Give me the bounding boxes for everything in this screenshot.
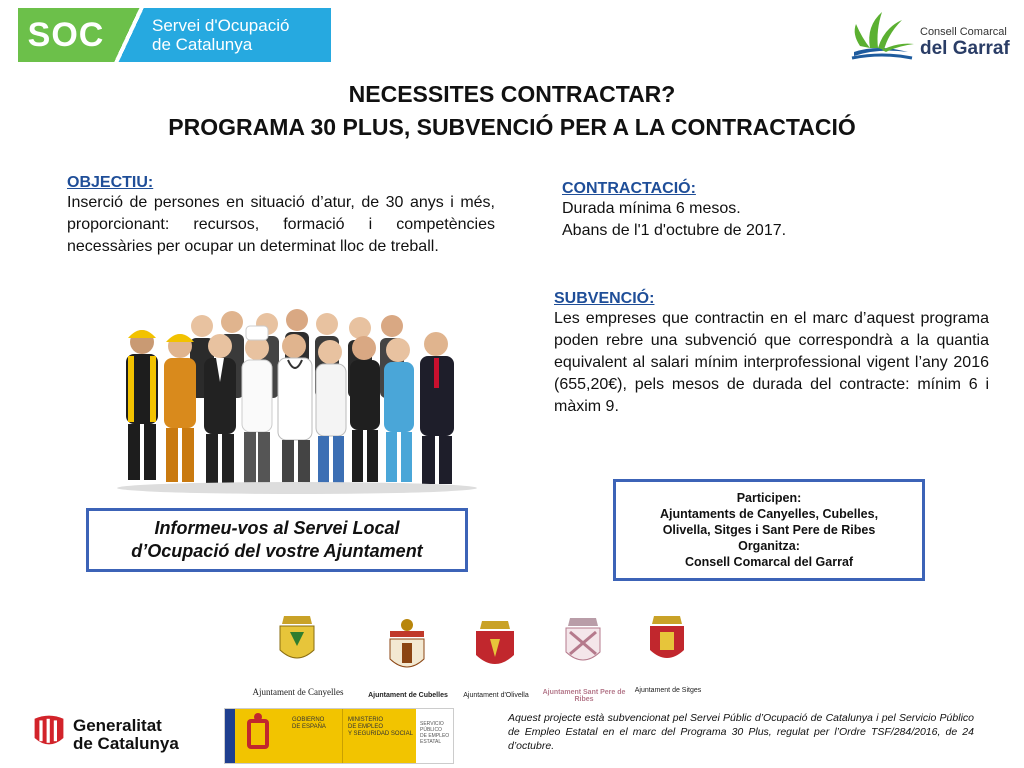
canyelles-shield-icon xyxy=(262,612,332,682)
soc-name xyxy=(144,8,331,62)
subvencio-section xyxy=(554,290,989,418)
municipality-olivella xyxy=(460,617,546,699)
min-line1: MINISTERIO xyxy=(348,717,384,723)
sepe-text xyxy=(416,709,453,763)
subvencio-heading: SUBVENCIÓ: xyxy=(554,290,655,307)
generalitat-line2: de Catalunya xyxy=(73,734,179,753)
participants-box xyxy=(613,479,925,581)
gob-line2: DE ESPAÑA xyxy=(292,724,326,730)
funding-footnote: Aquest projecte està subvencionat pel Servei Públic d’Ocupació de Catalunya i pel Servicio Público de Empleo Estatal en el marc del Programa 30 Plus, regulat per l’Ordre TSF/284/2016, de 24 d’octubre. xyxy=(508,712,974,752)
spain-coat-of-arms-icon xyxy=(225,709,287,763)
objectiu-section xyxy=(67,174,495,258)
cubelles-shield-icon xyxy=(372,617,442,687)
olivella-shield-icon xyxy=(460,617,530,687)
participants-label: Participen: xyxy=(736,491,802,505)
info-box xyxy=(86,508,468,572)
soc-logo xyxy=(18,8,331,62)
municipality-canyelles xyxy=(252,612,348,697)
organizer-label: Organitza: xyxy=(738,539,800,553)
gob-line1: GOBIERNO xyxy=(292,717,325,723)
ribes-shield-icon xyxy=(548,614,618,684)
info-line1: Informeu-vos al Servei Local xyxy=(154,518,400,538)
page-title: NECESSITES CONTRACTAR? xyxy=(348,81,676,107)
sitges-shield-icon xyxy=(632,612,702,682)
generalitat-text xyxy=(73,717,179,753)
soc-line1: Servei d'Ocupació xyxy=(152,16,290,35)
info-line2: d’Ocupació del vostre Ajuntament xyxy=(131,541,423,561)
municipality-sitges xyxy=(632,612,718,694)
objectiu-text: Inserció de persones en situació d’atur, de 30 anys i més, proporcionant: recursos, formació i competències necessàries per ocupar un determinat lloc de treball. xyxy=(67,194,495,255)
ribes-label: Ajuntament Sant Pere de Ribes xyxy=(542,689,626,703)
ministerio-text xyxy=(342,709,416,763)
subvencio-text: Les empreses que contractin en el marc d’aquest programa poden rebre una subvenció que correspondrà a la quantia equivalent al salari mínim interprofessional vigent l’any 2016 (655,20€), pels mesos de durada del contracte: mínim 6 i màxim 9. xyxy=(554,310,989,415)
garraf-line1: Consell Comarcal xyxy=(920,26,1007,38)
generalitat-emblem-icon xyxy=(33,712,65,752)
people-figures-icon xyxy=(117,309,477,494)
cubelles-label: Ajuntament de Cubelles xyxy=(368,692,448,699)
objectiu-heading: OBJECTIU: xyxy=(67,174,154,191)
min-line2: DE EMPLEO xyxy=(348,724,384,730)
page-subtitle: PROGRAMA 30 PLUS, SUBVENCIÓ PER A LA CONTRACTACIÓ xyxy=(168,114,856,140)
garraf-logo-text xyxy=(920,26,1010,60)
contractacio-line2: Abans de l'1 d'octubre de 2017. xyxy=(562,222,787,239)
olivella-label: Ajuntament d'Olivella xyxy=(463,692,529,699)
contractacio-section xyxy=(562,180,1002,242)
soc-short: SOC xyxy=(18,8,114,62)
participants-line1: Ajuntaments de Canyelles, Cubelles, xyxy=(659,507,879,521)
sepe-line2: DE EMPLEO ESTATAL xyxy=(420,733,450,745)
sitges-label: Ajuntament de Sitges xyxy=(634,687,702,694)
organizer-name: Consell Comarcal del Garraf xyxy=(684,555,854,569)
soc-slash-decoration xyxy=(114,8,144,62)
workers-group-illustration xyxy=(92,296,502,496)
sepe-line1: SERVICIO PÚBLICO xyxy=(420,721,444,733)
gobierno-text xyxy=(287,709,342,763)
min-line3: Y SEGURIDAD SOCIAL xyxy=(348,731,413,737)
garraf-line2: del Garraf xyxy=(920,38,1010,59)
canyelles-label: Ajuntament de Canyelles xyxy=(252,687,344,697)
contractacio-heading: CONTRACTACIÓ: xyxy=(562,180,696,197)
contractacio-line1: Durada mínima 6 mesos. xyxy=(562,200,741,217)
municipality-cubelles xyxy=(368,617,458,699)
generalitat-line1: Generalitat xyxy=(73,716,162,735)
soc-line2: de Catalunya xyxy=(152,35,253,54)
gobierno-espana-logo xyxy=(224,708,454,764)
participants-line2: Olivella, Sitges i Sant Pere de Ribes xyxy=(662,523,876,537)
